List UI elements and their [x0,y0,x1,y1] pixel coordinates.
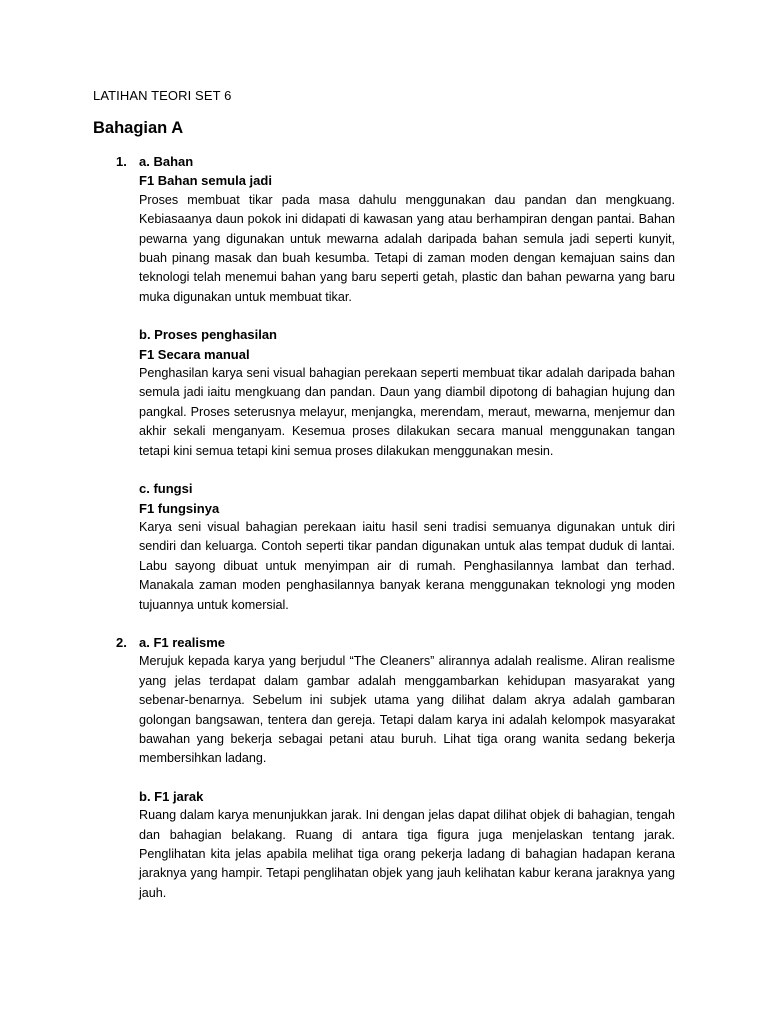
section-heading: Bahagian A [93,119,184,137]
document-title: LATIHAN TEORI SET 6 [93,88,232,103]
part-paragraph: Karya seni visual bahagian perekaan iaitu hasil seni tradisi semuanya digunakan untuk diri sendiri dan keluarga. Contoh seperti tikar pandan digunakan untuk alas tempat duduk di lantai. Labu sayong dibuat untuk menyimpan air di rumah. Penghasilannya lambat dan terhad. Manakala zaman moden penghasilannya banyak kerana menggunakan teknologi yng moden tujuannya untuk komersial. [139,519,675,612]
question-number: 2. [116,634,127,650]
question-1 [93,152,675,615]
part-sublabel: F1 fungsinya [139,500,220,516]
part-label: c. fungsi [139,481,193,497]
question-part [139,787,675,903]
part-paragraph: Ruang dalam karya menunjukkan jarak. Ini dengan jelas dapat dilihat objek di bahagian, tengah dan bahagian belakang. Ruang di antara tiga figura juga menjelaskan tentang jarak. Penglihatan kita jelas apabila melihat tiga orang pekerja ladang di bahagian hadapan kerana jaraknya yang hampir. Tetapi penglihatan objek yang jauh kelihatan kabur kerana jaraknya yang jauh. [139,808,675,900]
question-part [139,633,675,769]
part-label: b. Proses penghasilan [139,327,277,343]
question-number: 1. [116,154,127,169]
question-2 [93,633,675,903]
part-paragraph: Proses membuat tikar pada masa dahulu menggunakan dau pandan dan mengkuang. Kebiasaanya daun pokok ini didapati di kawasan yang atau berhampiran dengan pantai. Bahan pewarna yang digunakan untuk mewarna adalah daripada bahan semula jadi seperti kunyit, buah pinang masak dan buah kesumba. Tetapi di zaman moden dengan kemajuan sains dan teknologi telah menemui bahan yang baru seperti getah, plastic dan bahan pewarna yang baru muka digunakan untuk membuat tikar. [139,192,675,304]
question-part [139,479,675,615]
part-paragraph: Merujuk kepada karya yang berjudul “The Cleaners” alirannya adalah realisme. Aliran realisme yang jelas terdapat dalam gambar adalah menggambarkan kehidupan masyarakat yang sebenar-benarnya. Sebelum ini subjek utama yang dilihat dalam akrya adalah gambaran golongan bangsawan, tentera dan gereja. Tetapi dalam karya ini adalah kelompok masyarakat bawahan yang bekerja sebagai petani atau buruh. Lihat tiga orang wanita sedang bekerja membersihkan ladang. [139,654,675,766]
part-sublabel: F1 Bahan semula jadi [139,173,272,189]
question-part [139,152,675,307]
question-part [139,325,675,461]
part-label: b. F1 jarak [139,788,204,804]
part-label: a. Bahan [139,154,194,169]
document-content [93,152,675,903]
part-sublabel: F1 Secara manual [139,346,250,362]
part-label: a. F1 realisme [139,634,225,650]
part-paragraph: Penghasilan karya seni visual bahagian perekaan seperti membuat tikar adalah daripada bahan semula jadi iaitu mengkuang dan pandan. Daun yang diambil dipotong di bahagian hujung dan pangkal. Proses seterusnya melayur, menjangka, merendam, meraut, mewarna, menjemur dan akhir sekali menganyam. Kesemua proses dilakukan secara manual menggunakan tangan tetapi kini semua tetapi kini semua proses dilakukan menggunakan mesin. [139,366,675,458]
